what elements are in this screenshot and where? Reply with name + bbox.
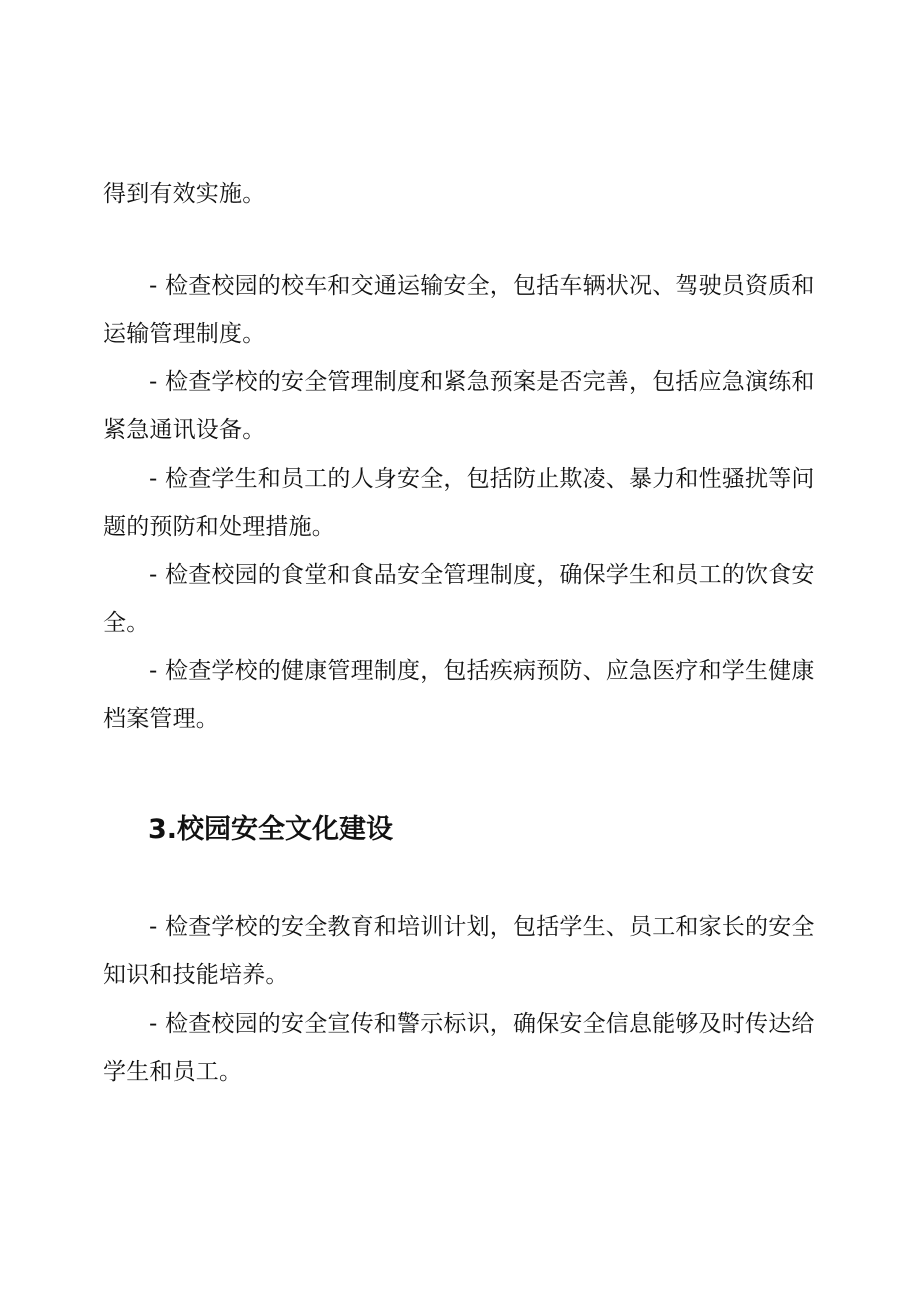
list-item-line: - 检查学生和员工的人身安全，包括防止欺凌、暴力和性骚扰等问 [149,466,815,492]
list-item-line: 运输管理制度。 [103,321,266,347]
list-item-line: 学生和员工。 [103,1059,243,1085]
list-item-line: 紧急通讯设备。 [103,417,266,443]
list-item-line: 知识和技能培养。 [103,962,289,988]
list-item [103,1000,823,1096]
list-item-line: 题的预防和处理措施。 [103,514,335,540]
list-item [103,358,823,454]
list-item-line: - 检查校园的食堂和食品安全管理制度，确保学生和员工的饮食安 [149,562,815,588]
section-heading: 3.校园安全文化建设 [148,814,394,845]
list-item-line: - 检查学校的健康管理制度，包括疾病预防、应急医疗和学生健康 [149,658,815,684]
list-item-line: - 检查学校的安全教育和培训计划，包括学生、员工和家长的安全 [149,914,815,940]
list-item-line: 全。 [103,610,150,636]
list-item [103,455,823,551]
list-item [103,551,823,647]
list-item [103,903,823,999]
list-item-line: - 检查校园的校车和交通运输安全，包括车辆状况、驾驶员资质和 [149,273,815,299]
list-item [103,262,823,358]
list-item-line: - 检查校园的安全宣传和警示标识，确保安全信息能够及时传达给 [149,1011,815,1037]
continuation-text: 得到有效实施。 [103,181,266,207]
list-item-line: - 检查学校的安全管理制度和紧急预案是否完善，包括应急演练和 [149,369,815,395]
list-item-line: 档案管理。 [103,706,219,732]
list-item [103,647,823,743]
